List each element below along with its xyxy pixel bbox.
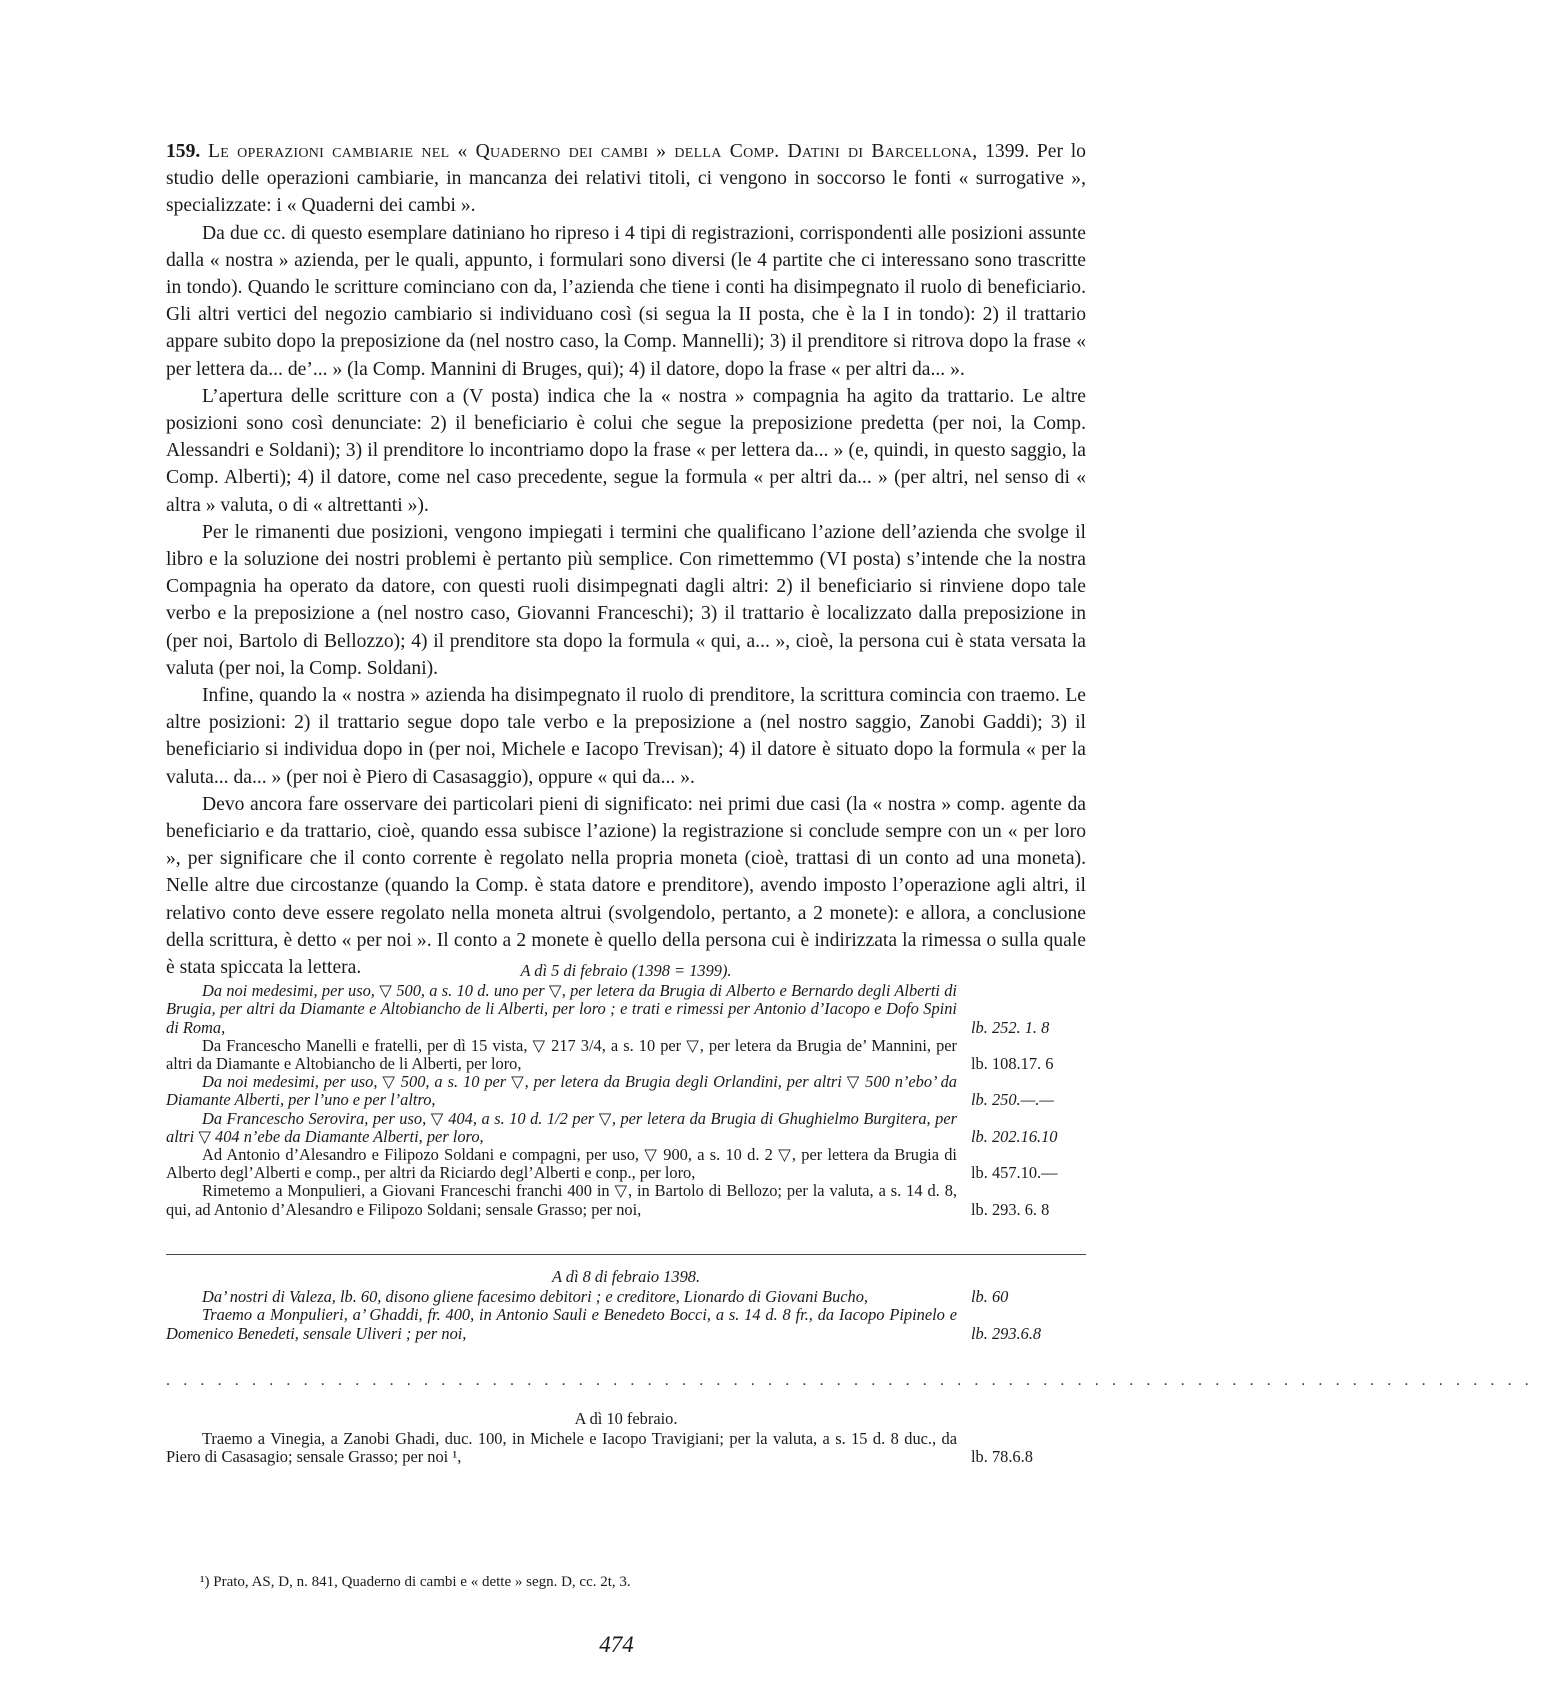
footnote: ¹) Prato, AS, D, n. 841, Quaderno di cambi e « dette » segn. D, cc. 2t, 3. [200,1574,631,1590]
section-title: Le operazioni cambiarie nel « Quaderno dei cambi » della Comp. Datini di Barcellona, [208,141,978,162]
page-number: 474 [599,1632,634,1657]
entry-text: Da noi medesimi, per uso, ▽ 500, a s. 10 per ▽, per letera da Brugia degli Orlandini, per altri ▽ 500 n’ebo’ da Diamante Alberti, per l’uno e per l’altro, [166,1072,957,1110]
section-number: 159. [166,141,201,162]
entry-text: Traemo a Vinegia, a Zanobi Ghadi, duc. 100, in Michele e Iacopo Travigiani; per la valuta, a s. 15 d. 8 duc., da Piero di Casasagio; sensale Grasso; per noi ¹, [166,1429,957,1467]
entry-amount: lb. 78.6.8 [971,1447,1033,1467]
entry-text: Rimetemo a Monpulieri, a Giovani Franceschi franchi 400 in ▽, in Bartolo di Bellozo; per la valuta, a s. 14 d. 8, qui, ad Antonio d’Alesandro e Filipozo Soldani; sensale Grasso; per noi, [166,1181,957,1219]
ledger-entry [166,1182,1086,1218]
entry-text: Da’ nostri di Valeza, lb. 60, disono gliene facesimo debitori ; e creditore, Lionardo di Giovani Bucho, [202,1287,869,1307]
date-heading: A dì 8 di febraio 1398. [551,1267,701,1286]
entry-block-5-febraio [166,962,1086,1219]
main-text [166,138,1086,981]
ledger-entry [166,1306,1086,1342]
entry-text: Da Francescho Serovira, per uso, ▽ 404, a s. 10 d. 1/2 per ▽, per letera da Brugia di Ghughielmo Burgitera, per altri ▽ 404 n’ebe da Diamante Alberti, per loro, [166,1108,957,1146]
date-heading: A dì 5 di febraio (1398 = 1399). [520,961,732,980]
entry-text: Da noi medesimi, per uso, ▽ 500, a s. 10 d. uno per ▽, per letera da Brugia di Alberto e Bernardo degli Alberti di Brugia, per altri da Diamante e Altobiancho de li Alberti, per loro ; e trati e rimessi per Antonio d’Iacopo e Dofo Spini di Roma, [166,981,957,1037]
dotted-separator: ................................................................................ [166,1372,1542,1389]
entry-amount: lb. 457.10.— [971,1163,1058,1183]
paragraph: L’apertura delle scritture con a (V posta) indica che la « nostra » compagnia ha agito da trattario. Le altre posizioni sono così denunciate: 2) il beneficiario è colui che segue la preposizione predetta (per noi, la Comp. Alessandri e Soldani); 3) il prenditore lo incontriamo dopo la frase « per lettera da... » (e, quindi, in questo saggio, la Comp. Alberti); 4) il datore, come nel caso precedente, segue la formula « per altri da... » (per altri, nel senso di « altra » valuta, o di « altrettanti »). [166,385,1086,516]
ledger-entry [166,982,1086,1037]
entry-amount: lb. 293.6.8 [971,1323,1042,1343]
ledger-entry [166,1037,1086,1073]
date-heading: A dì 10 febraio. [574,1409,678,1428]
paragraph: Per le rimanenti due posizioni, vengono impiegati i termini che qualificano l’azione dell’azienda che svolge il libro e la soluzione dei nostri problemi è pertanto più semplice. Con rimettemmo (VI posta) s’intende che la nostra Compagnia ha operato da datore, con questi ruoli disimpegnati dagli altri: 2) il beneficiario si rinviene dopo tale verbo e la preposizione a (nel nostro caso, Giovanni Franceschi); 3) il trattario è localizzato dalla preposizione in (per noi, Bartolo di Bellozzo); 4) il prenditore sta dopo la formula « qui, a... », cioè, la persona cui è stata versata la valuta (per noi, la Comp. Soldani). [166,521,1086,679]
ledger-entry [166,1110,1086,1146]
separator-rule [166,1254,1086,1255]
entry-amount: lb. 252. 1. 8 [971,1017,1050,1037]
ledger-entry [166,1430,1086,1466]
section-intro: 1399. Per lo studio delle operazioni cambiarie, in mancanza dei relativi titoli, ci vengono in soccorso le fonti « surrogative », specializzate: i « Quaderni dei cambi ». [166,141,1086,217]
entry-block-8-febraio [166,1268,1086,1343]
entry-amount: lb. 108.17. 6 [971,1054,1054,1074]
section-heading [166,138,1086,220]
entry-block-10-febraio [166,1410,1086,1467]
entry-amount: lb. 202.16.10 [971,1126,1058,1146]
entry-text: Traemo a Monpulieri, a’ Ghaddi, fr. 400, in Antonio Sauli e Benedeto Bocci, a s. 14 d. 8 fr., da Iacopo Pipinelo e Domenico Benedeti, sensale Uliveri ; per noi, [166,1305,957,1343]
ledger-entry [166,1146,1086,1182]
entry-text: Ad Antonio d’Alesandro e Filipozo Soldani e compagni, per uso, ▽ 900, a s. 10 d. 2 ▽, per lettera da Brugia di Alberto degl’Alberti e comp., per altri da Riciardo degl’Alberti e conp., per loro, [166,1145,957,1183]
paragraph: Infine, quando la « nostra » azienda ha disimpegnato il ruolo di prenditore, la scrittura comincia con traemo. Le altre posizioni: 2) il trattario segue dopo tale verbo e la preposizione a (nel nostro saggio, Zanobi Gaddi); 3) il beneficiario si individua dopo in (per noi, Michele e Iacopo Trevisan); 4) il datore è situato dopo la formula « per la valuta... da... » (per noi è Piero di Casasaggio), oppure « qui da... ». [166,685,1086,788]
entry-text: Da Francescho Manelli e fratelli, per dì 15 vista, ▽ 217 3/4, a s. 10 per ▽, per letera da Brugia de’ Mannini, per altri da Diamante e Altobiancho de li Alberti, per loro, [166,1035,957,1074]
ledger-entry [166,1288,1086,1306]
entry-amount: lb. 293. 6. 8 [971,1199,1050,1219]
paragraph: Devo ancora fare osservare dei particolari pieni di significato: nei primi due casi (la « nostra » comp. agente da beneficiario e da trattario, cioè, quando essa subisce l’azione) la registrazione si conclude sempre con un « per loro », per significare che il conto corrente è regolato nella propria moneta (cioè, trattasi di un conto ad una moneta). Nelle altre due circostanze (quando la Comp. è stata datore e prenditore), avendo imposto l’operazione agli altri, il relativo conto deve essere regolato nella moneta altrui (svolgendolo, pertanto, a 2 monete): e allora, a conclusione della scrittura, è detto « per noi ». Il conto a 2 monete è quello della persona cui è indirizzata la rimessa o sulla quale è stata spiccata la lettera. [166,793,1086,979]
entry-amount: lb. 250.—.— [971,1090,1054,1110]
entry-amount: lb. 60 [971,1287,1009,1307]
paragraph: Da due cc. di questo esemplare datiniano ho ripreso i 4 tipi di registrazioni, corrispondenti alle posizioni assunte dalla « nostra » azienda, per le quali, appunto, i formulari sono diversi (le 4 partite che ci interessano sono trascritte in tondo). Quando le scritture cominciano con da, l’azienda che tiene i conti ha disimpegnato il ruolo di beneficiario. Gli altri vertici del negozio cambiario si individuano così (si segua la II posta, che è la I in tondo): 2) il trattario appare subito dopo la preposizione da (nel nostro caso, la Comp. Mannelli); 3) il prenditore si ritrova dopo la frase « per lettera da... de’... » (la Comp. Mannini di Bruges, qui); 4) il datore, dopo la frase « per altri da... ». [166,222,1086,380]
ledger-entry [166,1073,1086,1109]
